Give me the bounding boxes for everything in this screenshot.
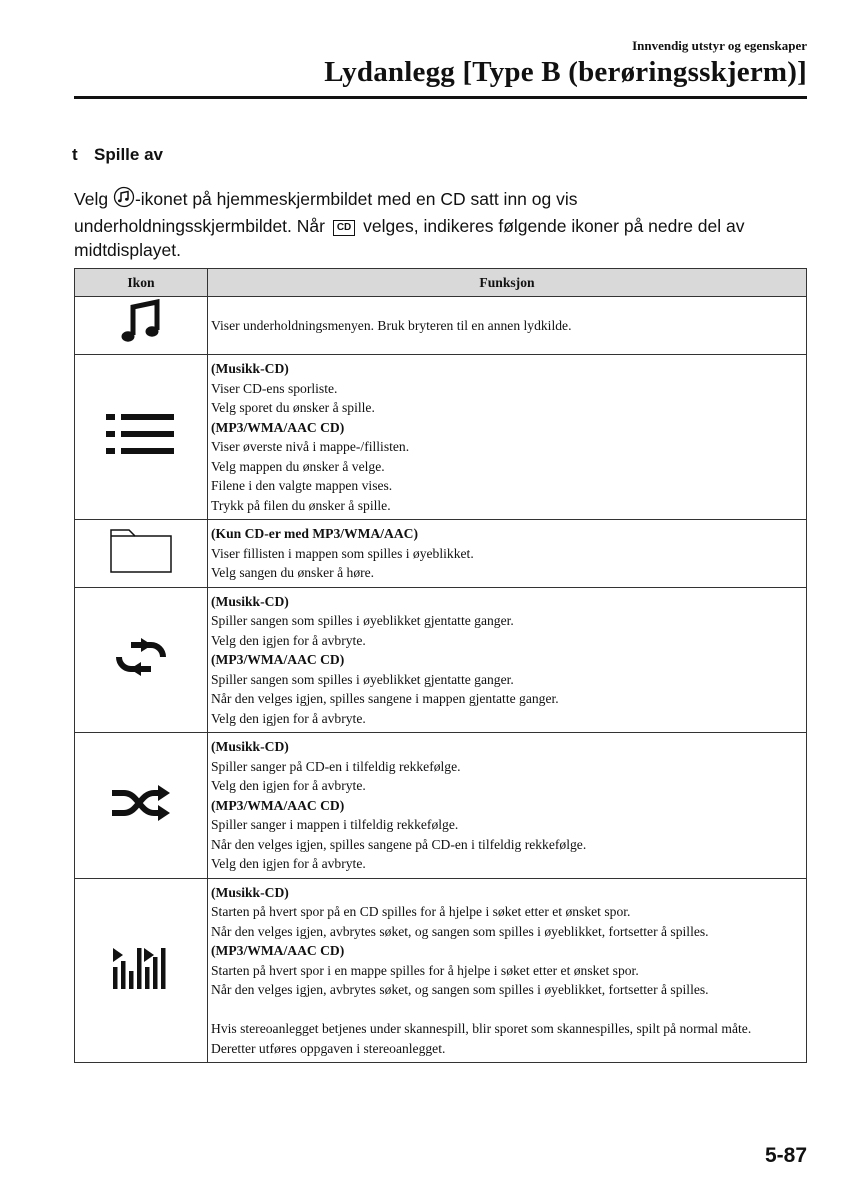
function-subheading: (MP3/WMA/AAC CD) <box>211 652 345 667</box>
function-line <box>211 1000 802 1020</box>
function-line: Velg mappen du ønsker å velge. <box>211 458 385 474</box>
table-header-row <box>75 269 807 297</box>
table-row <box>75 587 807 733</box>
function-line: Velg den igjen for å avbryte. <box>211 778 366 793</box>
function-line: Når den velges igjen, avbrytes søket, og sangen som spilles i øyeblikket, fortsetter å spilles. <box>211 923 709 939</box>
function-line: Velg sporet du ønsker å spille. <box>211 400 375 415</box>
function-line: Trykk på filen du ønsker å spille. <box>211 497 391 513</box>
function-subheading: (Musikk-CD) <box>211 361 289 376</box>
function-line: Viser underholdningsmenyen. Bruk bryteren til en annen lydkilde. <box>211 317 572 333</box>
function-line: Velg den igjen for å avbryte. <box>211 856 366 871</box>
function-line: Når den velges igjen, spilles sangene i mappen gjentatte ganger. <box>211 691 559 706</box>
function-line: Velg den igjen for å avbryte. <box>211 632 366 648</box>
function-line: Spiller sanger på CD-en i tilfeldig rekkefølge. <box>211 758 461 774</box>
function-line: Deretter utføres oppgaven i stereoanlegget. <box>211 1040 446 1056</box>
function-line: Spiller sangen som spilles i øyeblikket gjentatte ganger. <box>211 671 514 687</box>
icon-cell <box>75 587 208 733</box>
function-subheading: (Musikk-CD) <box>211 884 289 900</box>
intro-text-3: velges, indikeres følgende ikoner på nedre del av midtdisplayet. <box>74 216 745 260</box>
intro-text-1: Velg <box>74 189 113 209</box>
table-row <box>75 733 807 879</box>
function-line: Velg sangen du ønsker å høre. <box>211 565 375 580</box>
shuffle-icon <box>110 811 172 826</box>
section-title: Spille av <box>94 145 163 164</box>
header-section-label: Innvendig utstyr og egenskaper <box>632 38 807 53</box>
scan-icon <box>113 978 169 993</box>
icon-cell <box>75 520 208 588</box>
function-line: Når den velges igjen, spilles sangene på CD-en i tilfeldig rekkefølge. <box>211 836 587 852</box>
function-line: Viser fillisten i mappen som spilles i øyeblikket. <box>211 545 474 561</box>
function-subheading: (MP3/WMA/AAC CD) <box>211 943 345 958</box>
function-subheading: (MP3/WMA/AAC CD) <box>211 797 345 813</box>
function-line: Når den velges igjen, avbrytes søket, og sangen som spilles i øyeblikket, fortsetter å spilles. <box>211 982 709 997</box>
section-bullet: t <box>72 145 78 164</box>
header-divider <box>74 96 807 99</box>
table-header-function: Funksjon <box>208 269 807 297</box>
table-row <box>75 355 807 520</box>
function-subheading: (Musikk-CD) <box>211 739 289 754</box>
function-line: Hvis stereoanlegget betjenes under skannespill, blir sporet som skannespilles, spilt på normal måte. <box>211 1021 752 1036</box>
function-cell <box>208 733 807 879</box>
table-row <box>75 297 807 355</box>
list-icon <box>106 444 176 459</box>
function-line: Velg den igjen for å avbryte. <box>211 710 366 726</box>
function-cell <box>208 520 807 588</box>
function-line: Spiller sanger i mappen i tilfeldig rekkefølge. <box>211 817 459 832</box>
function-line: Starten på hvert spor på en CD spilles for å hjelpe i søket etter et ønsket spor. <box>211 904 631 919</box>
icon-cell <box>75 355 208 520</box>
page-number: 5-87 <box>764 1144 807 1167</box>
icon-cell <box>75 878 208 1063</box>
function-cell <box>208 878 807 1063</box>
page-title: Lydanlegg [Type B (berøringsskjerm)] <box>324 56 807 88</box>
function-line: Viser CD-ens sporliste. <box>211 380 338 396</box>
intro-paragraph <box>74 186 774 262</box>
function-cell <box>208 297 807 355</box>
function-line: Starten på hvert spor i en mappe spilles for å hjelpe i søket etter et ønsket spor. <box>211 962 639 978</box>
music-circle-icon <box>113 186 135 214</box>
table-row <box>75 520 807 588</box>
function-subheading: (Musikk-CD) <box>211 593 289 609</box>
function-subheading: (MP3/WMA/AAC CD) <box>211 419 345 435</box>
function-line: Filene i den valgte mappen vises. <box>211 478 393 493</box>
repeat-icon <box>111 665 171 680</box>
function-cell <box>208 587 807 733</box>
function-cell <box>208 355 807 520</box>
function-table <box>74 268 807 1063</box>
table-row <box>75 878 807 1063</box>
function-line: Spiller sangen som spilles i øyeblikket gjentatte ganger. <box>211 613 514 628</box>
section-heading <box>72 145 163 165</box>
cd-button-icon: CD <box>333 220 355 236</box>
function-subheading: (Kun CD-er med MP3/WMA/AAC) <box>211 526 419 541</box>
music-note-icon <box>117 335 165 350</box>
intro-text-2: -ikonet på hjemmeskjermbildet med en CD satt inn og vis underholdningsskjermbildet. Når <box>74 189 578 236</box>
table-header-icon: Ikon <box>75 269 208 297</box>
folder-icon <box>109 562 173 577</box>
icon-cell <box>75 733 208 879</box>
function-line: Viser øverste nivå i mappe-/fillisten. <box>211 439 410 454</box>
icon-cell <box>75 297 208 355</box>
